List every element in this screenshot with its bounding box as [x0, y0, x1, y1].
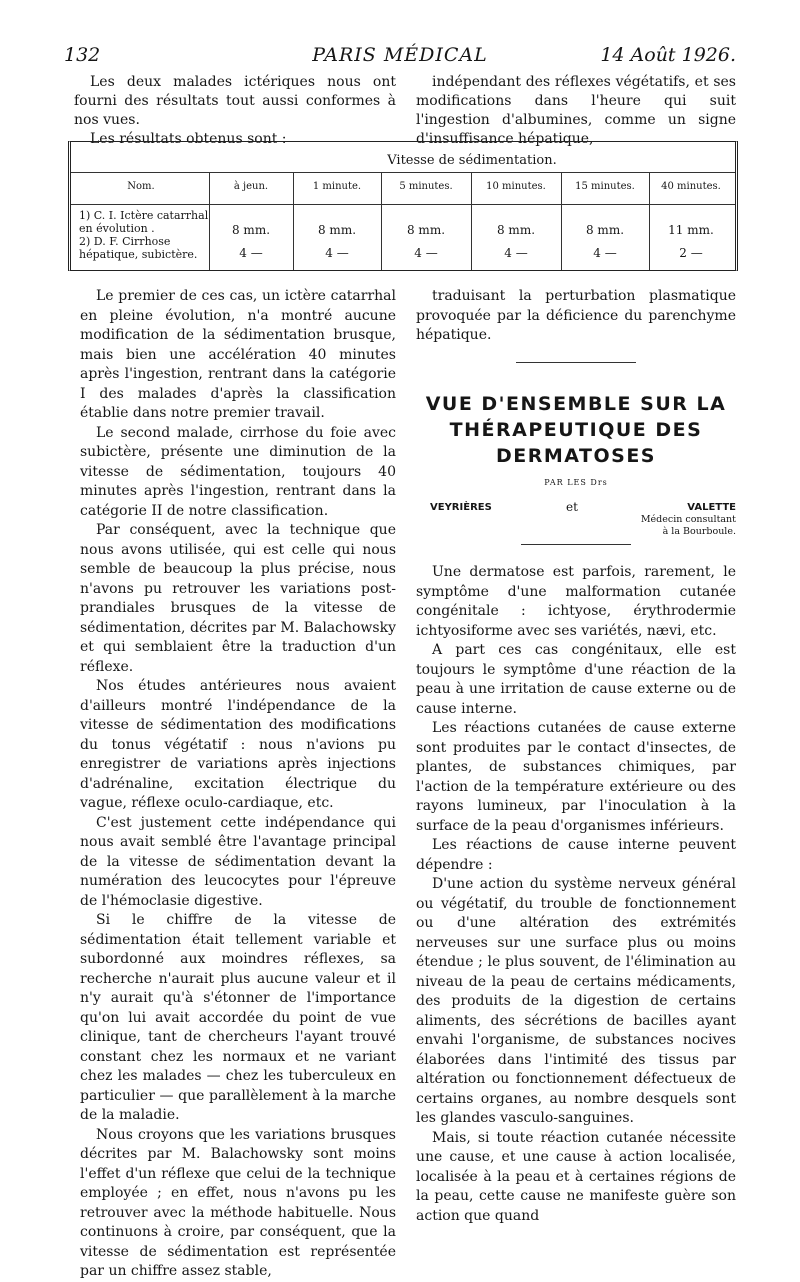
affiliation-line: à la Bourboule.	[662, 526, 736, 537]
table-header: 10 minutes.	[486, 181, 546, 192]
left-column	[80, 287, 396, 1282]
table-cell: 4 —	[593, 246, 617, 260]
author-name: VEYRIÈRES	[430, 502, 492, 513]
table-header: à jeun.	[233, 181, 269, 192]
table-col-divider	[649, 172, 650, 270]
journal-title: PARIS MÉDICAL	[312, 44, 488, 66]
paragraph: Les deux malades ictériques nous ont fourni des résultats tout aussi conformes à nos vues.	[74, 74, 396, 128]
row-name: 1) C. I. Ictère catarrhal en évolution .	[79, 209, 209, 235]
paragraph: D'une action du système nerveux général ou végétatif, du trouble de fonctionnement ou d'une altération des extrémités nerveuses sur une surface plus ou moins étendue ; le plus souvent, de l'élimination au niveau de la peau de certains médicaments, des produits de la digestion de certains aliments, des sécrétions de bacilles ayant envahi l'organisme, de substances nocives élaborées dans l'intimité des tissus par altération ou fonctionnement défectueux de certains organes, au nombre desquels sont les glandes vasculo-sanguines.	[416, 876, 736, 1126]
table-header: Nom.	[127, 181, 155, 192]
paragraph: Une dermatose est parfois, rarement, le symptôme d'une malformation cutanée congénitale : ichtyose, érythrodermie ichtyosiforme avec ses variétés, nævi, etc.	[416, 564, 736, 639]
issue-date: 14 Août 1926.	[600, 44, 736, 66]
paragraph: Nos études antérieures nous avaient d'ailleurs montré l'indépendance de la vitesse de sédimentation des modifications du tonus végétatif : nous n'avions pu enregistrer de variations après injections d'adrénaline, excitation électrique du vague, réflexe oculo-cardiaque, etc.	[80, 678, 396, 811]
row-name: 2) D. F. Cirrhose hépatique, subictère.	[79, 235, 198, 261]
paragraph: Nous croyons que les variations brusques décrites par M. Balachowsky sont moins l'effet d'un réflexe que celui de la technique employée ; en effet, nous n'avons pu les retrouver avec la méthode habituelle. Nous continuons à croire, par conséquent, que la vitesse de sédimentation est représentée par un chiffre assez stable,	[80, 1126, 396, 1279]
paragraph: traduisant la perturbation plasmatique provoquée par la déficience du parenchyme hépatique.	[416, 288, 736, 343]
table-cell: 11 mm.	[668, 223, 714, 237]
table-cell: 8 mm.	[231, 223, 271, 237]
table-cell: 8 mm.	[496, 223, 536, 237]
table-header: 1 minute.	[312, 181, 362, 192]
table-cell: 4 —	[325, 246, 349, 260]
table-row-names	[79, 209, 209, 261]
paragraph: Les réactions cutanées de cause externe sont produites par le contact d'insectes, de plantes, de substances chimiques, par l'action de la température extérieure ou des rayons lumineux, par l'inoculation à la surface de la peau d'organismes inférieurs.	[416, 720, 736, 834]
article-title-line: DERMATOSES	[496, 444, 656, 467]
table-col-divider	[209, 172, 210, 270]
table-rule	[71, 204, 735, 205]
affiliation-line: Médecin consultant	[640, 514, 736, 525]
paragraph: Les réactions de cause interne peuvent dépendre :	[416, 837, 736, 873]
table-cell: 8 mm.	[406, 223, 446, 237]
table-header: 15 minutes.	[575, 181, 635, 192]
section-divider	[521, 544, 631, 545]
paragraph: Si le chiffre de la vitesse de sédimentation était tellement variable et subordonné aux moindres réflexes, sa recherche n'aurait plus aucune valeur et il n'y aurait qu'à s'étonner de l'importance qu'on lui avait accordée du point de vue clinique, tant de chercheurs l'ayant trouvé constant chez les normaux et ne variant chez les malades — chez les tuberculeux en particulier — que parallèlement à la marche de la maladie.	[80, 912, 396, 1123]
table-title: Vitesse de sédimentation.	[387, 153, 557, 168]
paragraph: Mais, si toute réaction cutanée nécessite une cause, et une cause à action localisée, localisée à la peau et à certaines régions de la peau, cette cause ne manifeste guère son action que quand	[416, 1129, 736, 1224]
article-title-line: VUE D'ENSEMBLE SUR LA	[425, 392, 727, 415]
table-cell: 8 mm.	[317, 223, 357, 237]
table-header: 5 minutes.	[399, 181, 453, 192]
author-affiliation	[626, 514, 736, 538]
top-right-text	[416, 73, 736, 149]
paragraph: A part ces cas congénitaux, elle est toujours le symptôme d'une réaction de la peau à une irritation de cause externe ou de cause interne.	[416, 642, 736, 717]
right-column	[416, 287, 736, 1226]
table-col-divider	[471, 172, 472, 270]
table-col-divider	[293, 172, 294, 270]
author-conjunction: et	[566, 500, 578, 514]
table-cell: 4 —	[239, 246, 263, 260]
section-divider	[516, 362, 636, 363]
authors-block	[416, 498, 736, 542]
table-cell: 2 —	[679, 246, 703, 260]
table-cell: 4 —	[504, 246, 528, 260]
page-number: 132	[64, 44, 101, 66]
paragraph: indépendant des réflexes végétatifs, et ses modifications dans l'heure qui suit l'ingestion d'albumines, comme un signe d'insuffisance hépatique,	[416, 74, 736, 147]
paragraph: Par conséquent, avec la technique que nous avons utilisée, qui est celle qui nous semble de beaucoup la plus précise, nous n'avons pu retrouver les variations post-prandiales brusques de la vitesse de sédimentation, décrites par M. Balachowsky et qui semblaient être la traduction d'un réflexe.	[80, 522, 396, 675]
table-header: 40 minutes.	[661, 181, 721, 192]
paragraph: Le premier de ces cas, un ictère catarrhal en pleine évolution, n'a montré aucune modification de la sédimentation brusque, mais bien une accélération 40 minutes après l'ingestion, rentrant dans la catégorie I des malades d'après la classification établie dans notre premier travail.	[80, 288, 396, 421]
author-name: VALETTE	[687, 502, 736, 513]
table-cell: 4 —	[414, 246, 438, 260]
table-cell: 8 mm.	[585, 223, 625, 237]
byline: PAR LES Drs	[544, 477, 608, 487]
table-rule	[71, 172, 735, 173]
article-title-line: THÉRAPEUTIQUE DES	[449, 418, 703, 441]
table-col-divider	[381, 172, 382, 270]
table-col-divider	[561, 172, 562, 270]
running-header	[64, 44, 736, 70]
sedimentation-table	[68, 141, 738, 271]
paragraph: Les résultats obtenus sont :	[90, 131, 287, 147]
top-left-text	[74, 73, 396, 149]
paragraph: Le second malade, cirrhose du foie avec subictère, présente une diminution de la vitesse de sédimentation, toujours 40 minutes après l'ingestion, rentrant dans la catégorie II de notre classification.	[80, 424, 396, 519]
paragraph: C'est justement cette indépendance qui nous avait semblé être l'avantage principal de la vitesse de sédimentation devant la numération des leucocytes pour l'épreuve de l'hémoclasie digestive.	[80, 814, 396, 909]
